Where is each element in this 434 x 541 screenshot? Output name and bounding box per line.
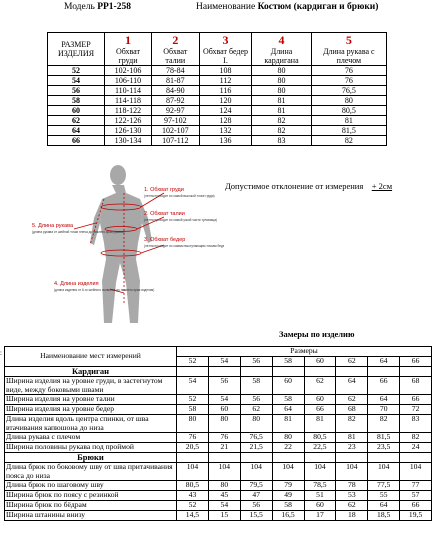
- fig-note-1: (лента проходит по самой высокой точке груди): [144, 194, 215, 198]
- measure-value: 60: [304, 501, 336, 511]
- fig-label-4: 4. Длина изделия: [54, 281, 99, 287]
- size-header: РАЗМЕР ИЗДЕЛИЯ: [48, 33, 105, 66]
- measure-name: Длина изделия вдоль центра спинки, от шва втачивания капюшона до низа: [5, 415, 177, 433]
- measure-value: 58: [272, 395, 304, 405]
- measure-value: 66: [304, 405, 336, 415]
- size-value-cell: 82: [311, 136, 386, 146]
- size-column-header: 54: [208, 357, 240, 367]
- fig-label-1: 1. Обхват груди: [144, 187, 184, 193]
- size-value-cell: 126-130: [105, 126, 152, 136]
- measure-value: 15: [208, 511, 240, 521]
- measure-value: 82: [400, 433, 432, 443]
- tolerance-value: + 2см: [371, 181, 393, 191]
- size-value-cell: 81: [252, 96, 311, 106]
- sizes-header: Размеры: [177, 347, 432, 357]
- measure-value: 56: [240, 501, 272, 511]
- measure-value: 58: [240, 377, 272, 395]
- measure-value: 22,5: [304, 443, 336, 453]
- section-title: Кардиган: [5, 367, 177, 377]
- size-value-cell: 116: [199, 86, 252, 96]
- empty-cell: [304, 453, 336, 463]
- size-value-cell: 124: [199, 106, 252, 116]
- tolerance-note: [225, 181, 392, 191]
- margin-marker: :: [0, 349, 2, 357]
- empty-cell: [400, 367, 432, 377]
- measure-value: 82: [368, 415, 400, 433]
- fig-note-4: (длина изделия от 6-го шейного позвонка до нижнего края изделия): [54, 288, 155, 292]
- fig-note-3: (лента проходит по самым выступающим точкам бедер): [144, 244, 224, 248]
- measure-value: 24: [400, 443, 432, 453]
- measurements-title: Замеры по изделию: [279, 329, 355, 339]
- size-row: [48, 116, 387, 126]
- size-cell: 66: [48, 136, 105, 146]
- measure-value: 104: [304, 463, 336, 481]
- measure-value: 60: [208, 405, 240, 415]
- measure-value: 55: [368, 491, 400, 501]
- measure-value: 104: [240, 463, 272, 481]
- size-value-cell: 82: [252, 126, 311, 136]
- measure-value: 57: [400, 491, 432, 501]
- figure-illustration: [14, 163, 224, 328]
- size-cell: 52: [48, 66, 105, 76]
- model-value: PP1-258: [97, 2, 131, 12]
- empty-cell: [177, 367, 209, 377]
- empty-cell: [240, 367, 272, 377]
- measure-value: 52: [177, 501, 209, 511]
- tolerance-text: Допустимое отклонение от измерения: [225, 181, 364, 191]
- measure-value: 14,5: [177, 511, 209, 521]
- measure-value: 58: [177, 405, 209, 415]
- measure-value: 17: [304, 511, 336, 521]
- empty-cell: [304, 367, 336, 377]
- measure-row: [5, 395, 432, 405]
- measure-value: 64: [368, 395, 400, 405]
- measure-value: 77: [400, 481, 432, 491]
- size-value-cell: 122-126: [105, 116, 152, 126]
- col-2-header: 2 Обхват талии: [152, 33, 200, 66]
- measure-value: 49: [272, 491, 304, 501]
- size-value-cell: 76: [311, 76, 386, 86]
- size-value-cell: 130-134: [105, 136, 152, 146]
- size-column-header: 58: [272, 357, 304, 367]
- measure-value: 64: [272, 405, 304, 415]
- measure-value: 80: [177, 415, 209, 433]
- measure-name: Ширина изделия на уровне груди, в застегнутом виде, между боковыми швами: [5, 377, 177, 395]
- size-value-cell: 76: [311, 66, 386, 76]
- empty-cell: [272, 453, 304, 463]
- measure-value: 80: [208, 415, 240, 433]
- col-4-header: 4 Длина кардигана: [252, 33, 311, 66]
- size-row: [48, 136, 387, 146]
- size-value-cell: 80: [311, 96, 386, 106]
- size-value-cell: 102-107: [152, 126, 200, 136]
- measure-value: 104: [177, 463, 209, 481]
- size-column-header: 66: [400, 357, 432, 367]
- fig-note-2: (лента проходит по самой узкой части туловища): [144, 218, 218, 222]
- measure-row: [5, 377, 432, 395]
- measure-value: 79: [272, 481, 304, 491]
- col-1-header: 1 Обхват груди: [105, 33, 152, 66]
- empty-cell: [400, 453, 432, 463]
- measure-value: 43: [177, 491, 209, 501]
- measure-name: Ширина брюк по поясу с резинкой: [5, 491, 177, 501]
- measure-value: 66: [368, 377, 400, 395]
- measure-value: 60: [304, 395, 336, 405]
- size-value-cell: 114-118: [105, 96, 152, 106]
- measure-value: 64: [336, 377, 368, 395]
- measure-value: 68: [336, 405, 368, 415]
- size-value-cell: 83: [252, 136, 311, 146]
- measure-value: 104: [336, 463, 368, 481]
- name-line: [196, 2, 378, 12]
- size-value-cell: 136: [199, 136, 252, 146]
- measure-value: 58: [272, 501, 304, 511]
- measure-value: 62: [336, 395, 368, 405]
- size-value-cell: 132: [199, 126, 252, 136]
- size-row: [48, 126, 387, 136]
- empty-cell: [336, 453, 368, 463]
- measure-value: 70: [368, 405, 400, 415]
- measure-value: 47: [240, 491, 272, 501]
- measure-name: Ширина изделия на уровне талии: [5, 395, 177, 405]
- measure-value: 51: [304, 491, 336, 501]
- measure-value: 80: [208, 481, 240, 491]
- measure-name-header: Наименование мест измерений: [5, 347, 177, 367]
- size-value-cell: 80: [252, 66, 311, 76]
- empty-cell: [177, 453, 209, 463]
- measure-value: 62: [336, 501, 368, 511]
- measure-value: 62: [304, 377, 336, 395]
- size-cell: 58: [48, 96, 105, 106]
- measure-value: 21: [208, 443, 240, 453]
- measure-value: 20,5: [177, 443, 209, 453]
- size-value-cell: 82: [252, 116, 311, 126]
- size-value-cell: 87-92: [152, 96, 200, 106]
- size-value-cell: 80: [252, 76, 311, 86]
- measure-value: 52: [177, 395, 209, 405]
- section-title: Брюки: [5, 453, 177, 463]
- empty-cell: [240, 453, 272, 463]
- measure-value: 104: [368, 463, 400, 481]
- measure-value: 60: [272, 377, 304, 395]
- size-row: [48, 106, 387, 116]
- measure-value: 23: [336, 443, 368, 453]
- size-cell: 62: [48, 116, 105, 126]
- size-value-cell: 107-112: [152, 136, 200, 146]
- size-value-cell: 106-110: [105, 76, 152, 86]
- name-label: Наименование: [196, 2, 256, 12]
- size-cell: 56: [48, 86, 105, 96]
- measure-value: 66: [400, 501, 432, 511]
- measure-value: 21,5: [240, 443, 272, 453]
- size-column-header: 60: [304, 357, 336, 367]
- measure-value: 80,5: [177, 481, 209, 491]
- size-row: [48, 96, 387, 106]
- page-header: [0, 2, 434, 16]
- measure-row: [5, 481, 432, 491]
- size-value-cell: 76,5: [311, 86, 386, 96]
- measure-value: 19,5: [400, 511, 432, 521]
- body-measurement-figure: [14, 163, 224, 328]
- measure-row: [5, 405, 432, 415]
- measure-row: [5, 443, 432, 453]
- measure-row: [5, 433, 432, 443]
- size-value-cell: 118-122: [105, 106, 152, 116]
- name-value: Костюм (кардиган и брюки): [257, 2, 379, 12]
- size-value-cell: 102-106: [105, 66, 152, 76]
- measure-value: 64: [368, 501, 400, 511]
- measure-row: [5, 501, 432, 511]
- measure-value: 56: [208, 377, 240, 395]
- measure-value: 54: [208, 395, 240, 405]
- measure-value: 80: [240, 415, 272, 433]
- empty-cell: [208, 453, 240, 463]
- measure-value: 104: [400, 463, 432, 481]
- model-label: Модель: [64, 2, 95, 12]
- measure-value: 45: [208, 491, 240, 501]
- size-value-cell: 81: [252, 106, 311, 116]
- empty-cell: [336, 367, 368, 377]
- measure-value: 56: [240, 395, 272, 405]
- measure-value: 23,5: [368, 443, 400, 453]
- measure-value: 76: [177, 433, 209, 443]
- size-cell: 64: [48, 126, 105, 136]
- measure-value: 80,5: [304, 433, 336, 443]
- empty-cell: [272, 367, 304, 377]
- size-row: [48, 86, 387, 96]
- empty-cell: [368, 367, 400, 377]
- empty-cell: [368, 453, 400, 463]
- measure-value: 81: [272, 415, 304, 433]
- measure-name: Ширина изделия на уровне бедер: [5, 405, 177, 415]
- measure-value: 104: [272, 463, 304, 481]
- measure-name: Длина рукава с плечом: [5, 433, 177, 443]
- size-value-cell: 81: [311, 116, 386, 126]
- measure-value: 81: [336, 433, 368, 443]
- size-value-cell: 84-90: [152, 86, 200, 96]
- size-value-cell: 97-102: [152, 116, 200, 126]
- measure-row: [5, 511, 432, 521]
- measure-value: 22: [272, 443, 304, 453]
- measure-value: 15,5: [240, 511, 272, 521]
- section-row: [5, 367, 432, 377]
- col-5-header: 5 Длина рукава с плечом: [311, 33, 386, 66]
- measure-value: 16,5: [272, 511, 304, 521]
- measure-name: Ширина штанины внизу: [5, 511, 177, 521]
- measure-name: Длина брюк по боковому шву от шва притачивания пояса до низа: [5, 463, 177, 481]
- size-value-cell: 112: [199, 76, 252, 86]
- size-row: [48, 66, 387, 76]
- measure-name: Ширина половины рукава под проймой: [5, 443, 177, 453]
- fig-label-5: 5. Длина рукава: [32, 223, 73, 229]
- measure-value: 66: [400, 395, 432, 405]
- measure-value: 78: [336, 481, 368, 491]
- measure-value: 53: [336, 491, 368, 501]
- measure-row: [5, 463, 432, 481]
- size-cell: 54: [48, 76, 105, 86]
- measure-value: 82: [336, 415, 368, 433]
- fig-label-2: 2. Обхват талии: [144, 211, 185, 217]
- measure-value: 80: [272, 433, 304, 443]
- size-value-cell: 80,5: [311, 106, 386, 116]
- size-column-header: 52: [177, 357, 209, 367]
- fig-note-5: (длина рукава от шейной точки плеча до нижнего края рукава): [32, 230, 125, 234]
- measurements-table: [4, 346, 432, 521]
- col-3-header: 3 Обхват бедер I.: [199, 33, 252, 66]
- size-value-cell: 108: [199, 66, 252, 76]
- size-value-cell: 92-97: [152, 106, 200, 116]
- size-table: [47, 32, 387, 146]
- empty-cell: [208, 367, 240, 377]
- size-value-cell: 81-87: [152, 76, 200, 86]
- size-value-cell: 81,5: [311, 126, 386, 136]
- measure-value: 76: [208, 433, 240, 443]
- measure-value: 68: [400, 377, 432, 395]
- measure-name: Ширина брюк по бёдрам: [5, 501, 177, 511]
- measure-value: 81: [304, 415, 336, 433]
- size-column-header: 56: [240, 357, 272, 367]
- section-row: [5, 453, 432, 463]
- size-value-cell: 110-114: [105, 86, 152, 96]
- measure-row: [5, 415, 432, 433]
- size-value-cell: 120: [199, 96, 252, 106]
- measure-value: 77,5: [368, 481, 400, 491]
- measure-value: 72: [400, 405, 432, 415]
- measure-value: 18,5: [368, 511, 400, 521]
- measure-value: 54: [177, 377, 209, 395]
- fig-label-3: 3. Обхват бедер: [144, 237, 186, 243]
- measure-value: 54: [208, 501, 240, 511]
- model-line: [64, 2, 131, 12]
- measure-name: Длина брюк по шаговому шву: [5, 481, 177, 491]
- measure-value: 18: [336, 511, 368, 521]
- measure-value: 62: [240, 405, 272, 415]
- size-column-header: 62: [336, 357, 368, 367]
- size-value-cell: 80: [252, 86, 311, 96]
- size-value-cell: 128: [199, 116, 252, 126]
- measure-value: 104: [208, 463, 240, 481]
- measure-value: 81,5: [368, 433, 400, 443]
- size-column-header: 64: [368, 357, 400, 367]
- measure-value: 83: [400, 415, 432, 433]
- size-cell: 60: [48, 106, 105, 116]
- size-row: [48, 76, 387, 86]
- measure-value: 76,5: [240, 433, 272, 443]
- measure-row: [5, 491, 432, 501]
- measure-value: 79,5: [240, 481, 272, 491]
- measure-value: 78,5: [304, 481, 336, 491]
- size-value-cell: 78-84: [152, 66, 200, 76]
